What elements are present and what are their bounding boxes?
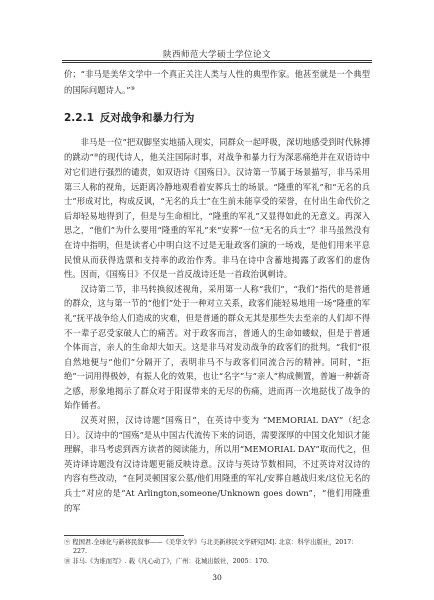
- header-rule: [62, 60, 372, 61]
- footnote-rule: [64, 535, 184, 536]
- paragraph-3: 汉英对照，汉诗诗题“国殇日”，在英诗中变为 “MEMORIAL DAY”（纪念日）。汉诗中的“国殇”是从中国古代流传下来的词语，需要深厚的中国文化知识才能理解，非马考虑到西方读者的阅读能力，所以用“MEMORIAL DAY”取而代之，但英诗译诗题没有汉诗诗题更能反映诗意。汉诗与英诗节数相同，不过英诗对汉诗的内容有些改动，“在阿灵顿国家公墓/他们用隆重的军礼/安葬自越战归来/这位无名的兵士”对应的是“At Arlington,someone/Unknown goes down”，“他们用隆重的军: [64, 415, 370, 513]
- footnote-ref[interactable]: ⑩: [93, 153, 99, 160]
- page-number: 30: [212, 573, 222, 582]
- footnotes: [64, 538, 370, 566]
- footnote-1: ⑨ 程国君.全球化与新移民叙事——《美华文学》与北美新移民文学研究[M]. 北京：科学出版社，2017： 227.: [64, 539, 358, 556]
- paragraph-2: 汉诗第二节，非马转换叙述视角，采用第一人称“我们”，“我们”指代的是普通的群众，这与第一节的“他们”处于一种对立关系，政客们能轻易地用一场“隆重的军礼”抚平战争给人们造成的灾难，但是普通的群众无其是那些失去至亲的人们却不得不一辈子忍受家破人亡的痛苦。对于政客而言，普通人的生命如蝼蚁，但是于普通个体而言，亲人的生命却大如天。这是非马对发动战争的政客们的批判。“我们”很自然地便与“他们”分隔开了，表明非马不与政客们同流合污的精神。同时，“拒绝”一词用得极妙，有振人化的效果，也让“名字”与“亲人”构成侧置，普遍一种新奇之感，形象地揭示了群众对于阳谋带来的无尽的伤痛，进而再一次地挞伐了战争的始作俑者。: [64, 283, 370, 411]
- section-heading: [64, 111, 370, 126]
- paragraph-1: 非马是一位“把双脚坚实地插入现实，同群众一起呼吸，深切地感受到时代脉搏的跳动”⑩的现代诗人，他关注国际时事，对战争和暴力行为深恶痛绝并在双语诗中对它们进行强烈的谴责，如双语诗《国殇日》。汉诗第一节属于场景描写，非马采用第三人称的视角，远距离冷静地观看着安葬兵士的场景。“隆重的军礼”和“无名的兵士”形成对比，构成反讽，“无名的兵士”在生前未能享受的荣誉，在付出生命代价之后却轻易地得到了，但是与生命相比，“隆重的军礼”又显得如此的无意义。再深入思之，“他们”为什么要用“隆重的军礼”来“安葬”一位“无名的兵士”？非马虽然没有在诗中指明，但是读者心中明白这不过是无耻政客们演的一场戏，是他们用来平息民愤从而获得选票和支持率的政治作秀。非马在诗中含蓄地揭露了政客们的虚伪性。因而，《国殇日》不仅是一首反战诗还是一首政治讽刺诗。: [64, 136, 371, 280]
- intro-paragraph: 价；“非马是美华文学中一个真正关注人类与人性的典型作家。他甚至就是一个典型的国际问题诗人。”⑨: [64, 69, 370, 95]
- footnote-ref[interactable]: ⑨: [130, 85, 135, 92]
- running-header: 陕西师范大学硕士学位论文: [162, 50, 271, 60]
- section-number: 2.2.1: [64, 112, 94, 125]
- section-title: 反对战争和暴力行为: [99, 112, 195, 125]
- body-text: [64, 67, 370, 515]
- header-rule-thin: [62, 62, 372, 63]
- footnote-2: ⑩ 非马.《为谁而写》. 载《凡心动了》，广州：花城出版社，2005：170.: [64, 557, 269, 565]
